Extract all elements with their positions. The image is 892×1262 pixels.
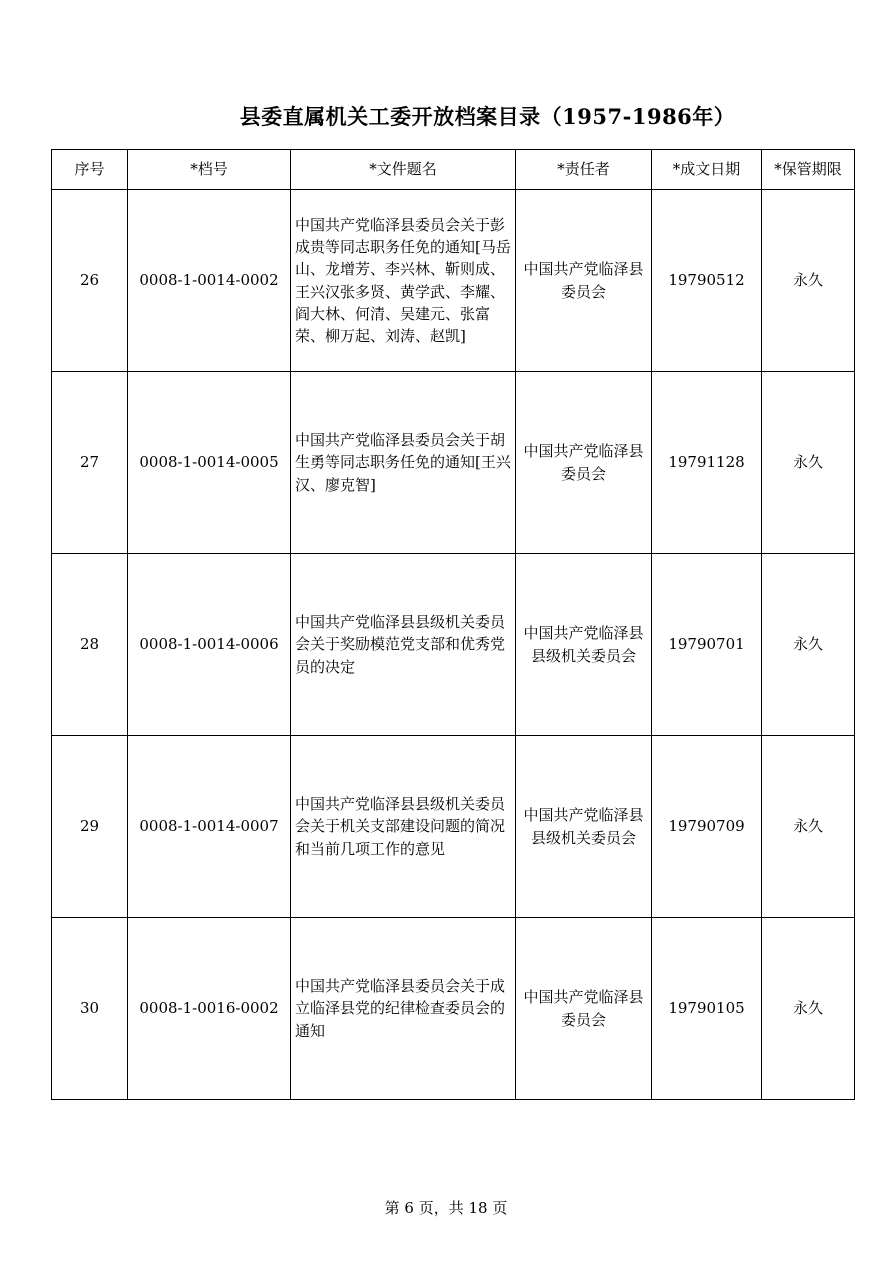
archive-catalog-table [51, 149, 855, 1100]
table-row [52, 736, 855, 918]
cell-retention: 永久 [762, 736, 855, 918]
cell-responsible: 中国共产党临泽县委员会 [516, 190, 652, 372]
header-responsible: *责任者 [516, 150, 652, 190]
cell-retention: 永久 [762, 190, 855, 372]
cell-responsible: 中国共产党临泽县县级机关委员会 [516, 554, 652, 736]
cell-doc-title: 中国共产党临泽县委员会关于成立临泽县党的纪律检查委员会的通知 [291, 918, 516, 1100]
header-archive-no: *档号 [128, 150, 291, 190]
cell-doc-title: 中国共产党临泽县委员会关于彭成贵等同志职务任免的通知[马岳山、龙增芳、李兴林、靳则成、王兴汉张多贤、黄学武、李耀、阎大林、何清、吴建元、张富荣、柳万起、刘涛、赵凯] [291, 190, 516, 372]
cell-archive-no: 0008-1-0014-0007 [128, 736, 291, 918]
header-index: 序号 [52, 150, 128, 190]
cell-responsible: 中国共产党临泽县委员会 [516, 918, 652, 1100]
cell-date: 19790105 [652, 918, 762, 1100]
cell-archive-no: 0008-1-0014-0002 [128, 190, 291, 372]
cell-archive-no: 0008-1-0016-0002 [128, 918, 291, 1100]
cell-date: 19791128 [652, 372, 762, 554]
table-row [52, 554, 855, 736]
table-row [52, 918, 855, 1100]
cell-index: 27 [52, 372, 128, 554]
cell-retention: 永久 [762, 554, 855, 736]
table-header-row [52, 150, 855, 190]
cell-responsible: 中国共产党临泽县县级机关委员会 [516, 736, 652, 918]
table-row [52, 372, 855, 554]
cell-date: 19790709 [652, 736, 762, 918]
page-number: 第 6 页，共 18 页 [384, 1199, 508, 1217]
header-retention: *保管期限 [762, 150, 855, 190]
cell-doc-title: 中国共产党临泽县县级机关委员会关于奖励模范党支部和优秀党员的决定 [291, 554, 516, 736]
cell-index: 29 [52, 736, 128, 918]
cell-archive-no: 0008-1-0014-0006 [128, 554, 291, 736]
cell-index: 26 [52, 190, 128, 372]
header-doc-title: *文件题名 [291, 150, 516, 190]
cell-index: 30 [52, 918, 128, 1100]
table-row [52, 190, 855, 372]
cell-doc-title: 中国共产党临泽县县级机关委员会关于机关支部建设问题的简况和当前几项工作的意见 [291, 736, 516, 918]
cell-date: 19790701 [652, 554, 762, 736]
cell-doc-title: 中国共产党临泽县委员会关于胡生勇等同志职务任免的通知[王兴汉、廖克智] [291, 372, 516, 554]
header-date: *成文日期 [652, 150, 762, 190]
cell-responsible: 中国共产党临泽县委员会 [516, 372, 652, 554]
cell-index: 28 [52, 554, 128, 736]
cell-date: 19790512 [652, 190, 762, 372]
cell-retention: 永久 [762, 918, 855, 1100]
page-title: 县委直属机关工委开放档案目录（1957-1986年） [239, 104, 736, 129]
cell-archive-no: 0008-1-0014-0005 [128, 372, 291, 554]
cell-retention: 永久 [762, 372, 855, 554]
